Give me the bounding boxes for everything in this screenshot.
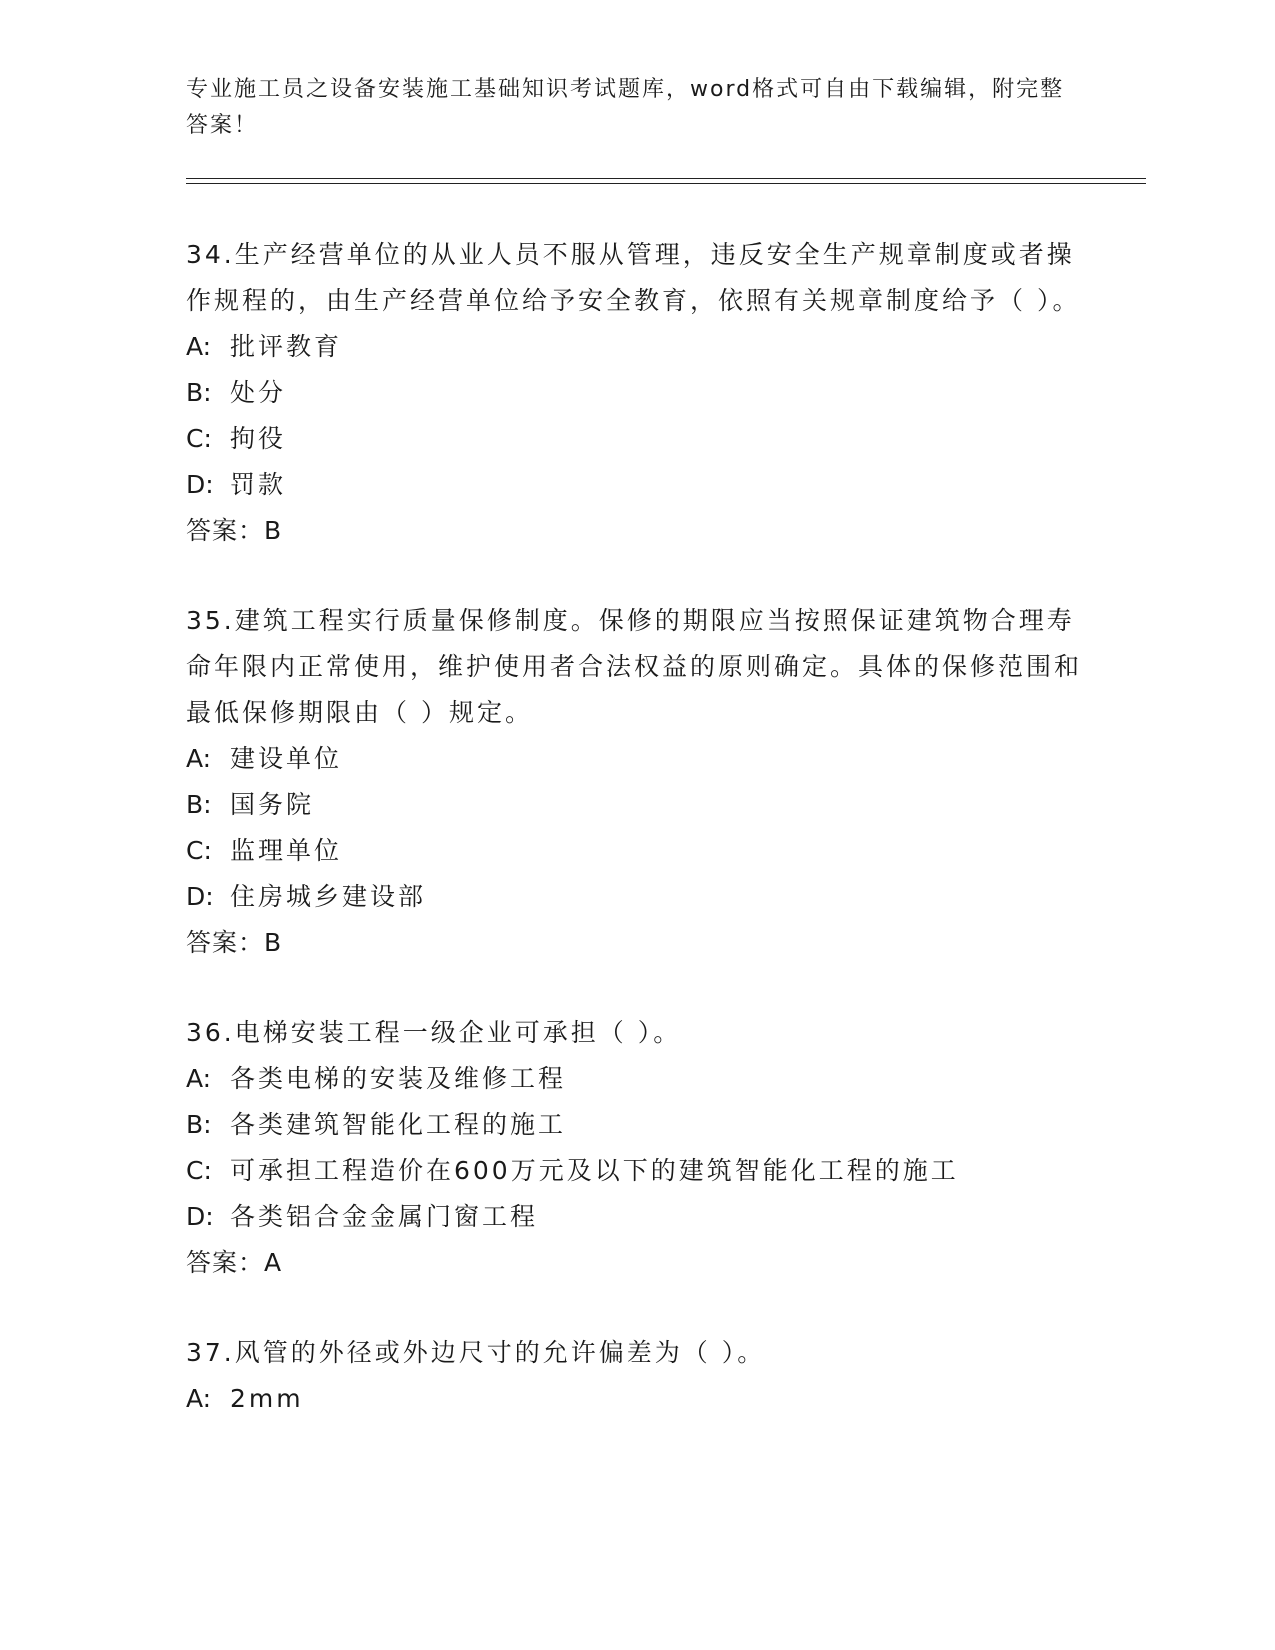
option-text: 各类建筑智能化工程的施工 bbox=[230, 1110, 567, 1139]
answer: 答案：B bbox=[186, 928, 283, 957]
option-letter: A: bbox=[186, 1384, 212, 1413]
question-list bbox=[186, 232, 1086, 1466]
option-letter: D: bbox=[186, 1202, 214, 1231]
option-b bbox=[186, 370, 1086, 416]
option-letter: B: bbox=[186, 1110, 212, 1139]
option-b bbox=[186, 782, 1086, 828]
option-d bbox=[186, 462, 1086, 508]
question-34 bbox=[186, 232, 1086, 554]
answer: 答案：A bbox=[186, 1248, 283, 1277]
option-c bbox=[186, 416, 1086, 462]
option-a bbox=[186, 324, 1086, 370]
option-text: 监理单位 bbox=[230, 836, 343, 865]
document-header: 专业施工员之设备安装施工基础知识考试题库，word格式可自由下载编辑，附完整答案！ bbox=[186, 77, 1065, 138]
option-d bbox=[186, 874, 1086, 920]
option-letter: B: bbox=[186, 790, 212, 819]
option-text: 建设单位 bbox=[230, 744, 343, 773]
option-c bbox=[186, 828, 1086, 874]
answer: 答案：B bbox=[186, 516, 283, 545]
header-divider-bottom bbox=[186, 183, 1146, 184]
option-letter: C: bbox=[186, 1156, 212, 1185]
header-divider-top bbox=[186, 178, 1146, 179]
option-c bbox=[186, 1148, 1086, 1194]
option-letter: A: bbox=[186, 1064, 212, 1093]
option-text: 各类铝合金金属门窗工程 bbox=[230, 1202, 539, 1231]
option-letter: A: bbox=[186, 332, 212, 361]
option-text: 可承担工程造价在600万元及以下的建筑智能化工程的施工 bbox=[230, 1156, 959, 1185]
option-text: 住房城乡建设部 bbox=[230, 882, 427, 911]
question-stem: 36.电梯安装工程一级企业可承担（ ）。 bbox=[186, 1018, 682, 1047]
option-a bbox=[186, 1056, 1086, 1102]
option-text: 批评教育 bbox=[230, 332, 343, 361]
option-letter: D: bbox=[186, 470, 214, 499]
option-d bbox=[186, 1194, 1086, 1240]
option-b bbox=[186, 1102, 1086, 1148]
question-stem: 34.生产经营单位的从业人员不服从管理，违反安全生产规章制度或者操作规程的，由生产经营单位给予安全教育，依照有关规章制度给予（ ）。 bbox=[186, 240, 1081, 315]
question-stem: 37.风管的外径或外边尺寸的允许偏差为（ ）。 bbox=[186, 1338, 766, 1367]
option-text: 各类电梯的安装及维修工程 bbox=[230, 1064, 567, 1093]
option-text: 罚款 bbox=[230, 470, 287, 499]
question-35 bbox=[186, 598, 1086, 966]
option-text: 2mm bbox=[230, 1384, 304, 1413]
option-letter: B: bbox=[186, 378, 212, 407]
option-letter: C: bbox=[186, 424, 212, 453]
option-text: 国务院 bbox=[230, 790, 315, 819]
option-a bbox=[186, 736, 1086, 782]
option-text: 处分 bbox=[230, 378, 287, 407]
option-letter: A: bbox=[186, 744, 212, 773]
option-a bbox=[186, 1376, 1086, 1422]
question-stem: 35.建筑工程实行质量保修制度。保修的期限应当按照保证建筑物合理寿命年限内正常使用，维护使用者合法权益的原则确定。具体的保修范围和最低保修期限由（ ）规定。 bbox=[186, 606, 1083, 727]
option-letter: D: bbox=[186, 882, 214, 911]
question-37 bbox=[186, 1330, 1086, 1422]
option-text: 拘役 bbox=[230, 424, 287, 453]
question-36 bbox=[186, 1010, 1086, 1286]
option-letter: C: bbox=[186, 836, 212, 865]
